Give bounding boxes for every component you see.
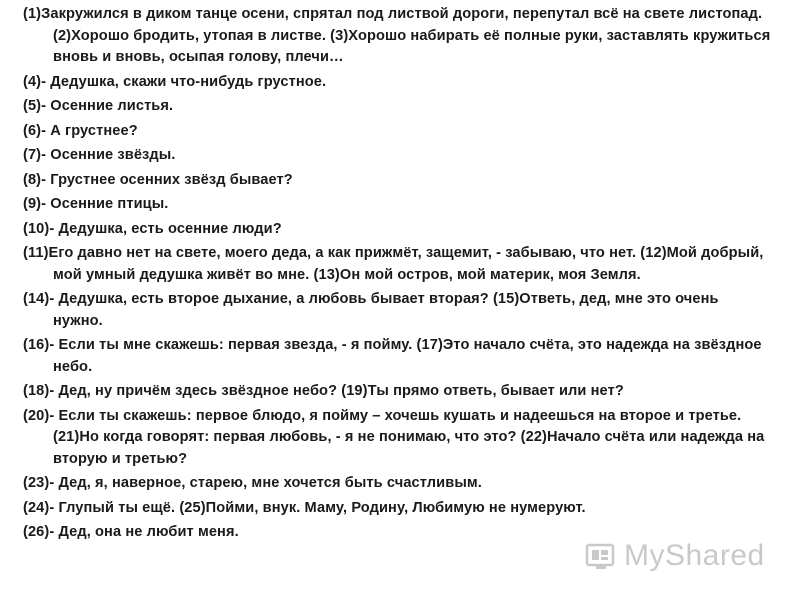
paragraph-20: (20)- Если ты скажешь: первое блюдо, я пойму – хочешь кушать и надеешься на второе и третье. (21)Но когда говорят: первая любовь, - я не понимаю, что это? (22)Начало счёта или надежда на вторую и третью? <box>23 407 765 467</box>
paragraph-10: (10)- Дедушка, есть осенние люди? <box>23 220 282 237</box>
myshared-watermark <box>584 536 768 576</box>
paragraph-5: (5)- Осенние листья. <box>23 98 174 114</box>
document-text <box>23 4 771 547</box>
paragraph-4: (4)- Дедушка, скажи что-нибудь грустное. <box>23 73 327 90</box>
paragraph-16: (16)- Если ты мне скажешь: первая звезда, - я пойму. (17)Это начало счёта, это надежда на звёздное небо. <box>23 337 762 375</box>
watermark-text: MyShared <box>624 539 765 572</box>
paragraph-26: (26)- Дед, она не любит меня. <box>23 524 239 540</box>
paragraph-8: (8)- Грустнее осенних звёзд бывает? <box>23 171 293 188</box>
paragraph-1: (1)Закружился в диком танце осени, спрятал под листвой дороги, перепутал всё на свете листопад. (2)Хорошо бродить, утопая в листве. (3)Хорошо набирать её полные руки, заставлять кружиться вновь и вновь, осыпая голову, плечи… <box>23 6 771 65</box>
paragraph-9: (9)- Осенние птицы. <box>23 196 169 212</box>
paragraph-6: (6)- А грустнее? <box>23 122 138 139</box>
paragraph-14: (14)- Дедушка, есть второе дыхание, а любовь бывает вторая? (15)Ответь, дед, мне это очень нужно. <box>23 291 719 329</box>
myshared-logo-icon <box>584 539 618 573</box>
paragraph-23: (23)- Дед, я, наверное, старею, мне хочется быть счастливым. <box>23 475 482 491</box>
paragraph-24: (24)- Глупый ты ещё. (25)Пойми, внук. Маму, Родину, Любимую не нумеруют. <box>23 499 586 516</box>
paragraph-18: (18)- Дед, ну причём здесь звёздное небо? (19)Ты прямо ответь, бывает или нет? <box>23 383 624 399</box>
paragraph-7: (7)- Осенние звёзды. <box>23 147 176 163</box>
paragraph-11: (11)Его давно нет на свете, моего деда, а как прижмёт, защемит, - забываю, что нет. (12)Мой добрый, мой умный дедушка живёт во мне. (13)Он мой остров, мой материк, моя Земля. <box>23 245 764 283</box>
